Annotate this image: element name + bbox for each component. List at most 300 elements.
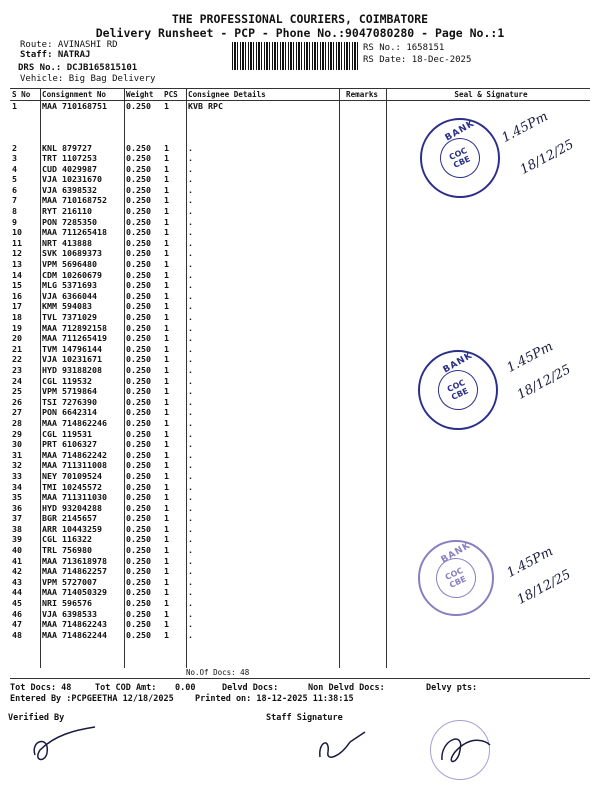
cell-sno: 13 bbox=[12, 259, 22, 270]
cell-pcs: 1 bbox=[164, 322, 169, 333]
table-row bbox=[10, 301, 590, 312]
cell-consignment: VPM 5719864 bbox=[42, 386, 97, 397]
cell-pcs: 1 bbox=[164, 481, 169, 492]
cell-consignment: MAA 714862257 bbox=[42, 566, 107, 577]
cell-pcs: 1 bbox=[164, 460, 169, 471]
cell-consignment: NRI 596576 bbox=[42, 598, 92, 609]
table-row bbox=[10, 630, 590, 641]
cell-seal bbox=[392, 418, 590, 429]
cell-consignment: ARR 10443259 bbox=[42, 523, 102, 534]
cell-sno: 43 bbox=[12, 576, 22, 587]
cell-pcs: 1 bbox=[164, 269, 169, 280]
cell-seal bbox=[392, 545, 590, 556]
table-row bbox=[10, 185, 590, 196]
cell-consignment: MAA 710168751 bbox=[42, 101, 107, 111]
col-divider bbox=[124, 88, 125, 668]
cell-pcs: 1 bbox=[164, 248, 169, 259]
cell-sno: 12 bbox=[12, 248, 22, 259]
cell-consignee: . bbox=[188, 343, 193, 354]
cell-sno: 3 bbox=[12, 153, 17, 164]
table-body bbox=[10, 101, 590, 641]
cell-remarks bbox=[344, 164, 392, 175]
table-row bbox=[10, 291, 590, 302]
cell-sno: 29 bbox=[12, 428, 22, 439]
cell-remarks bbox=[344, 524, 392, 535]
cell-consignee: . bbox=[188, 502, 193, 513]
cell-consignment: TSI 7276390 bbox=[42, 396, 97, 407]
cell-sno: 34 bbox=[12, 481, 22, 492]
table-row bbox=[10, 513, 590, 524]
cell-pcs: 1 bbox=[164, 523, 169, 534]
cell-consignment: MAA 713618978 bbox=[42, 555, 107, 566]
cell-consignment: SVK 10689373 bbox=[42, 248, 102, 259]
table-bottom-rule bbox=[10, 678, 590, 679]
table-header bbox=[10, 89, 590, 101]
cell-consignee: . bbox=[188, 248, 193, 259]
cell-weight: 0.250 bbox=[126, 523, 151, 534]
cell-consignment: CGL 119531 bbox=[42, 428, 92, 439]
cell-weight: 0.250 bbox=[126, 269, 151, 280]
cell-seal bbox=[392, 471, 590, 482]
table-row bbox=[10, 407, 590, 418]
table-row bbox=[10, 270, 590, 281]
cell-seal bbox=[392, 354, 590, 365]
rs-date: RS Date: 18-Dec-2025 bbox=[363, 55, 472, 65]
cell-pcs: 1 bbox=[164, 417, 169, 428]
cell-consignee: . bbox=[188, 555, 193, 566]
cell-remarks bbox=[344, 153, 392, 164]
cell-consignment: VJA 10231671 bbox=[42, 354, 102, 365]
cell-remarks bbox=[344, 217, 392, 228]
table-row bbox=[10, 482, 590, 493]
table-row bbox=[10, 609, 590, 620]
cell-seal bbox=[392, 185, 590, 196]
table-row bbox=[10, 354, 590, 365]
table-row bbox=[10, 217, 590, 228]
cell-weight: 0.250 bbox=[126, 460, 151, 471]
table-row bbox=[10, 323, 590, 334]
cell-seal bbox=[392, 195, 590, 206]
cell-weight: 0.250 bbox=[126, 492, 151, 503]
cell-sno: 2 bbox=[12, 142, 17, 153]
cell-consignee: . bbox=[188, 269, 193, 280]
delvy-pts: Delvy pts: bbox=[426, 683, 478, 693]
cell-remarks bbox=[344, 323, 392, 334]
cell-weight: 0.250 bbox=[126, 333, 151, 344]
cell-remarks bbox=[344, 143, 392, 154]
cell-remarks bbox=[344, 492, 392, 503]
cell-pcs: 1 bbox=[164, 513, 169, 524]
col-seal: Seal & Signature bbox=[392, 89, 590, 101]
cell-pcs: 1 bbox=[164, 206, 169, 217]
cell-consignee: . bbox=[188, 576, 193, 587]
cell-sno: 24 bbox=[12, 375, 22, 386]
cell-pcs: 1 bbox=[164, 576, 169, 587]
cell-weight: 0.250 bbox=[126, 619, 151, 630]
cell-weight: 0.250 bbox=[126, 227, 151, 238]
cell-remarks bbox=[344, 534, 392, 545]
cell-weight: 0.250 bbox=[126, 174, 151, 185]
cell-sno: 27 bbox=[12, 407, 22, 418]
cell-seal bbox=[392, 450, 590, 461]
table-row bbox=[10, 376, 590, 387]
cell-consignee: . bbox=[188, 492, 193, 503]
table-row bbox=[10, 492, 590, 503]
table-row bbox=[10, 598, 590, 609]
cell-seal bbox=[392, 513, 590, 524]
cell-consignment: VJA 10231670 bbox=[42, 174, 102, 185]
cell-seal bbox=[392, 270, 590, 281]
cell-consignment: HYD 93204288 bbox=[42, 502, 102, 513]
signature-time: 1.45Pm bbox=[499, 109, 551, 146]
cell-remarks bbox=[344, 259, 392, 270]
cell-remarks bbox=[344, 429, 392, 440]
cell-consignee: . bbox=[188, 216, 193, 227]
cell-sno: 39 bbox=[12, 534, 22, 545]
staff-signature-label: Staff Signature bbox=[266, 713, 343, 723]
cell-weight: 0.250 bbox=[126, 322, 151, 333]
table-row bbox=[10, 206, 590, 217]
cell-pcs: 1 bbox=[164, 629, 169, 640]
cell-sno: 5 bbox=[12, 174, 17, 185]
cell-consignment: MAA 714862244 bbox=[42, 629, 107, 640]
cell-sno: 28 bbox=[12, 417, 22, 428]
cell-remarks bbox=[344, 439, 392, 450]
cell-pcs: 1 bbox=[164, 280, 169, 291]
vehicle-label: Vehicle: Big Bag Delivery bbox=[20, 74, 156, 84]
cell-consignment: CUD 4029987 bbox=[42, 163, 97, 174]
bank-seal: BANK COC CBE bbox=[418, 350, 498, 430]
cell-consignment: PRT 6106327 bbox=[42, 439, 97, 450]
cell-sno: 7 bbox=[12, 195, 17, 206]
cell-consignment: VJA 6366044 bbox=[42, 290, 97, 301]
cell-consignment: NEY 70109524 bbox=[42, 470, 102, 481]
cell-sno: 9 bbox=[12, 216, 17, 227]
cell-weight: 0.250 bbox=[126, 428, 151, 439]
cell-consignee: . bbox=[188, 619, 193, 630]
cell-consignment: MLG 5371693 bbox=[42, 280, 97, 291]
table-row bbox=[10, 524, 590, 535]
cell-remarks bbox=[344, 587, 392, 598]
cell-consignee: . bbox=[188, 290, 193, 301]
cell-weight: 0.250 bbox=[126, 184, 151, 195]
cell-consignment: VJA 6398532 bbox=[42, 184, 97, 195]
col-divider bbox=[40, 88, 41, 668]
non-delvd-docs: Non Delvd Docs: bbox=[308, 683, 385, 693]
cell-pcs: 1 bbox=[164, 301, 169, 312]
cell-consignee: . bbox=[188, 386, 193, 397]
cell-remarks bbox=[344, 301, 392, 312]
cell-pcs: 1 bbox=[164, 343, 169, 354]
cell-consignee: . bbox=[188, 364, 193, 375]
cell-consignment: MAA 710168752 bbox=[42, 195, 107, 206]
cell-weight: 0.250 bbox=[126, 195, 151, 206]
tot-cod-label: Tot COD Amt: bbox=[95, 683, 157, 693]
cell-remarks bbox=[344, 566, 392, 577]
cell-consignment: MAA 714862243 bbox=[42, 619, 107, 630]
cell-seal bbox=[392, 259, 590, 270]
cell-seal bbox=[392, 217, 590, 228]
cell-sno: 4 bbox=[12, 163, 17, 174]
cell-consignee: . bbox=[188, 587, 193, 598]
cell-seal bbox=[392, 301, 590, 312]
cell-consignee: . bbox=[188, 396, 193, 407]
cell-weight: 0.250 bbox=[126, 237, 151, 248]
cell-weight: 0.250 bbox=[126, 417, 151, 428]
cell-remarks bbox=[344, 195, 392, 206]
cell-pcs: 1 bbox=[164, 608, 169, 619]
cell-remarks bbox=[344, 174, 392, 185]
cell-seal bbox=[392, 280, 590, 291]
table-row bbox=[10, 365, 590, 376]
barcode-icon bbox=[232, 42, 358, 70]
cell-sno: 42 bbox=[12, 566, 22, 577]
cell-remarks bbox=[344, 545, 392, 556]
receiver-signature-icon bbox=[430, 720, 500, 780]
cell-sno: 40 bbox=[12, 545, 22, 556]
cell-weight: 0.250 bbox=[126, 396, 151, 407]
cell-pcs: 1 bbox=[164, 545, 169, 556]
cell-sno: 22 bbox=[12, 354, 22, 365]
cell-remarks bbox=[344, 482, 392, 493]
cell-consignee: . bbox=[188, 142, 193, 153]
cell-pcs: 1 bbox=[164, 449, 169, 460]
cell-pcs: 1 bbox=[164, 101, 169, 111]
cell-weight: 0.250 bbox=[126, 312, 151, 322]
signature-date: 18/12/25 bbox=[514, 567, 574, 608]
signature-date: 18/12/25 bbox=[517, 137, 577, 178]
table-row bbox=[10, 386, 590, 397]
cell-sno: 15 bbox=[12, 280, 22, 291]
cell-consignee: . bbox=[188, 470, 193, 481]
cell-consignee: . bbox=[188, 481, 193, 492]
cell-weight: 0.250 bbox=[126, 598, 151, 609]
cell-consignment: MAA 711311008 bbox=[42, 460, 107, 471]
cell-remarks bbox=[344, 450, 392, 461]
table-row bbox=[10, 471, 590, 482]
delvd-docs: Delvd Docs: bbox=[222, 683, 279, 693]
table-row bbox=[10, 587, 590, 598]
cell-remarks bbox=[344, 513, 392, 524]
table-row bbox=[10, 238, 590, 249]
cell-remarks bbox=[344, 556, 392, 567]
cell-consignment: MAA 714862246 bbox=[42, 417, 107, 428]
cell-consignee: . bbox=[188, 460, 193, 471]
col-divider bbox=[339, 88, 340, 668]
cell-consignee: . bbox=[188, 566, 193, 577]
cell-consignee: . bbox=[188, 598, 193, 609]
cell-consignee: KVB RPC bbox=[188, 101, 223, 111]
cell-consignee: . bbox=[188, 407, 193, 418]
cell-weight: 0.250 bbox=[126, 163, 151, 174]
cell-weight: 0.250 bbox=[126, 375, 151, 386]
cell-pcs: 1 bbox=[164, 598, 169, 609]
cell-remarks bbox=[344, 386, 392, 397]
cell-seal bbox=[392, 429, 590, 440]
cell-seal bbox=[392, 460, 590, 471]
table-row bbox=[10, 534, 590, 545]
cell-pcs: 1 bbox=[164, 312, 169, 322]
company-name: THE PROFESSIONAL COURIERS, COIMBATORE bbox=[171, 12, 429, 26]
cell-weight: 0.250 bbox=[126, 153, 151, 164]
table-row bbox=[10, 619, 590, 630]
cell-consignee: . bbox=[188, 195, 193, 206]
cell-consignee: . bbox=[188, 545, 193, 556]
cell-remarks bbox=[344, 206, 392, 217]
cell-pcs: 1 bbox=[164, 407, 169, 418]
cell-weight: 0.250 bbox=[126, 439, 151, 450]
cell-sno: 45 bbox=[12, 598, 22, 609]
cell-consignment: TVM 14796144 bbox=[42, 343, 102, 354]
cell-consignee: . bbox=[188, 259, 193, 270]
cell-sno: 21 bbox=[12, 343, 22, 354]
cell-consignee: . bbox=[188, 237, 193, 248]
no-of-docs: No.Of Docs: 48 bbox=[186, 668, 250, 677]
cell-pcs: 1 bbox=[164, 375, 169, 386]
verified-by-label: Verified By bbox=[8, 713, 65, 723]
cell-remarks bbox=[344, 280, 392, 291]
cell-pcs: 1 bbox=[164, 174, 169, 185]
cell-consignment: VPM 5727007 bbox=[42, 576, 97, 587]
cell-weight: 0.250 bbox=[126, 481, 151, 492]
cell-pcs: 1 bbox=[164, 184, 169, 195]
cell-pcs: 1 bbox=[164, 163, 169, 174]
cell-seal bbox=[392, 323, 590, 334]
table-row bbox=[10, 429, 590, 440]
cell-pcs: 1 bbox=[164, 259, 169, 270]
table-row bbox=[10, 164, 590, 175]
cell-consignment: HYD 93188208 bbox=[42, 364, 102, 375]
cell-remarks bbox=[344, 291, 392, 302]
cell-sno: 37 bbox=[12, 513, 22, 524]
cell-pcs: 1 bbox=[164, 142, 169, 153]
cell-pcs: 1 bbox=[164, 354, 169, 365]
cell-pcs: 1 bbox=[164, 555, 169, 566]
cell-sno: 11 bbox=[12, 237, 22, 248]
cell-remarks bbox=[344, 609, 392, 620]
staff-signature-icon bbox=[310, 722, 380, 767]
cell-consignment: MAA 714862242 bbox=[42, 449, 107, 460]
cell-sno: 35 bbox=[12, 492, 22, 503]
cell-remarks bbox=[344, 397, 392, 408]
cell-weight: 0.250 bbox=[126, 534, 151, 545]
cell-sno: 38 bbox=[12, 523, 22, 534]
cell-consignment: PON 7285350 bbox=[42, 216, 97, 227]
cell-sno: 26 bbox=[12, 396, 22, 407]
cell-consignment: CDM 10260679 bbox=[42, 269, 102, 280]
cell-sno: 25 bbox=[12, 386, 22, 397]
route-label: Route: AVINASHI RD bbox=[20, 40, 118, 50]
cell-consignment: CGL 119532 bbox=[42, 375, 92, 386]
cell-pcs: 1 bbox=[164, 333, 169, 344]
cell-consignee: . bbox=[188, 449, 193, 460]
col-remarks: Remarks bbox=[344, 89, 392, 101]
col-weight: Weight bbox=[124, 89, 162, 101]
cell-pcs: 1 bbox=[164, 216, 169, 227]
table-row bbox=[10, 460, 590, 471]
cell-sno: 14 bbox=[12, 269, 22, 280]
cell-sno: 33 bbox=[12, 470, 22, 481]
cell-pcs: 1 bbox=[164, 386, 169, 397]
cell-seal bbox=[392, 238, 590, 249]
cell-pcs: 1 bbox=[164, 237, 169, 248]
cell-pcs: 1 bbox=[164, 428, 169, 439]
cell-sno: 8 bbox=[12, 206, 17, 217]
table-row bbox=[10, 312, 590, 323]
cell-sno: 23 bbox=[12, 364, 22, 375]
col-consignment: Consignment No bbox=[40, 89, 124, 101]
cell-weight: 0.250 bbox=[126, 216, 151, 227]
col-pcs: PCS bbox=[162, 89, 186, 101]
table-row bbox=[10, 397, 590, 408]
cell-weight: 0.250 bbox=[126, 206, 151, 217]
cell-consignment: TRT 1107253 bbox=[42, 153, 97, 164]
table-row bbox=[10, 227, 590, 238]
verifier-signature-icon bbox=[25, 725, 105, 770]
cell-remarks bbox=[344, 185, 392, 196]
cell-consignment: CGL 116322 bbox=[42, 534, 92, 545]
table-row bbox=[10, 333, 590, 344]
table-row bbox=[10, 577, 590, 588]
cell-weight: 0.250 bbox=[126, 364, 151, 375]
cell-sno: 18 bbox=[12, 312, 22, 322]
cell-weight: 0.250 bbox=[126, 587, 151, 598]
cell-seal bbox=[392, 439, 590, 450]
cell-remarks bbox=[344, 344, 392, 355]
col-divider bbox=[386, 88, 387, 668]
table-row bbox=[10, 153, 590, 164]
table-row bbox=[10, 248, 590, 259]
cell-weight: 0.250 bbox=[126, 566, 151, 577]
cell-seal bbox=[392, 344, 590, 355]
drs-number: DRS No.: DCJB165815101 bbox=[18, 63, 138, 73]
table-row bbox=[10, 174, 590, 185]
cell-consignee: . bbox=[188, 312, 193, 322]
staff-label: Staff: NATRAJ bbox=[20, 50, 91, 60]
cell-pcs: 1 bbox=[164, 502, 169, 513]
cell-remarks bbox=[344, 238, 392, 249]
cell-seal bbox=[392, 206, 590, 217]
rs-number: RS No.: 1658151 bbox=[363, 43, 445, 53]
cell-sno: 10 bbox=[12, 227, 22, 238]
cell-remarks bbox=[344, 630, 392, 641]
cell-remarks bbox=[344, 270, 392, 281]
cell-pcs: 1 bbox=[164, 195, 169, 206]
cell-remarks bbox=[344, 354, 392, 365]
cell-remarks bbox=[344, 577, 392, 588]
entered-by: Entered By :PCPGEETHA 12/18/2025 bbox=[10, 694, 174, 704]
cell-sno: 20 bbox=[12, 333, 22, 344]
cell-consignee: . bbox=[188, 280, 193, 291]
cell-consignment: TRL 756980 bbox=[42, 545, 92, 556]
cell-remarks bbox=[344, 365, 392, 376]
printed-on: Printed on: 18-12-2025 11:38:15 bbox=[195, 694, 354, 704]
cell-consignment: VJA 6398533 bbox=[42, 608, 97, 619]
cell-weight: 0.250 bbox=[126, 101, 151, 111]
cell-weight: 0.250 bbox=[126, 248, 151, 259]
cell-weight: 0.250 bbox=[126, 545, 151, 556]
cell-pcs: 1 bbox=[164, 619, 169, 630]
cell-consignment: PON 6642314 bbox=[42, 407, 97, 418]
cell-seal bbox=[392, 534, 590, 545]
table-row bbox=[10, 143, 590, 154]
cell-consignee: . bbox=[188, 206, 193, 217]
cell-weight: 0.250 bbox=[126, 280, 151, 291]
table-row bbox=[10, 280, 590, 291]
cell-seal bbox=[392, 598, 590, 609]
cell-consignee: . bbox=[188, 322, 193, 333]
cell-weight: 0.250 bbox=[126, 576, 151, 587]
